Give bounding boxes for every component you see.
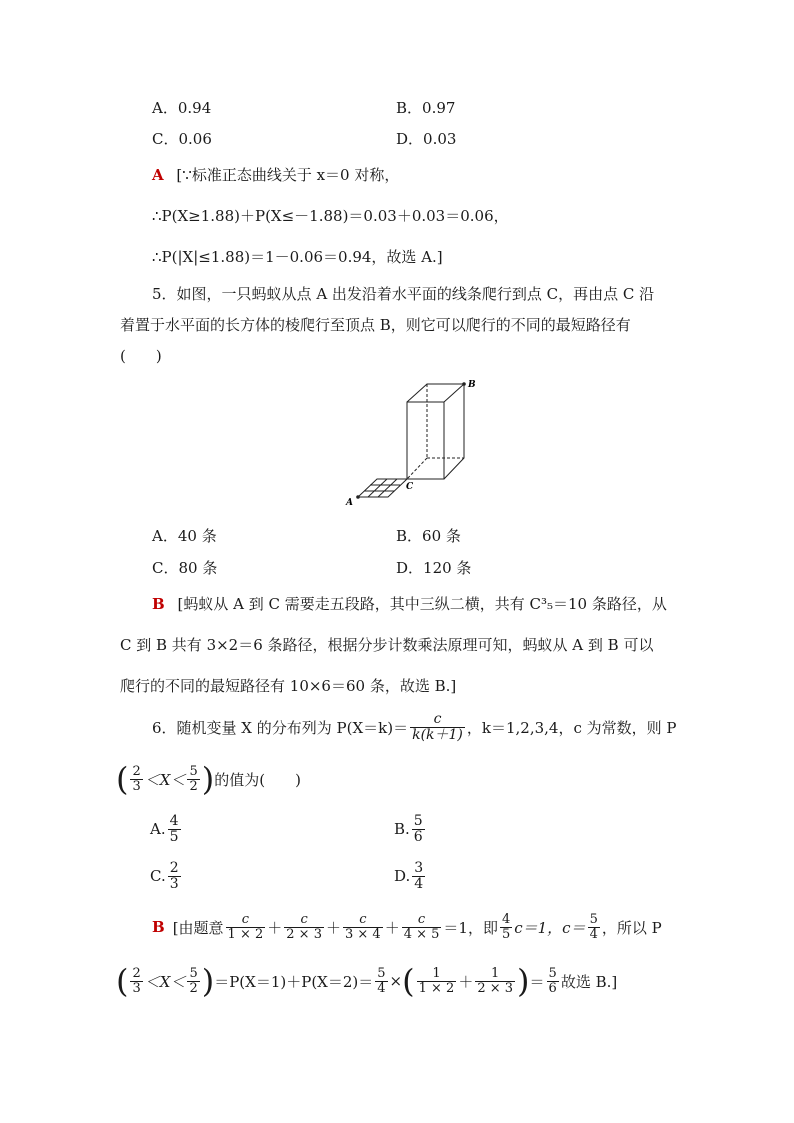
q6-stem-pre: 6．随机变量 X 的分布列为 P(X＝k)＝ [152, 718, 409, 737]
right-paren: ) [201, 962, 215, 1000]
q6-sol2-interval-low [130, 967, 142, 995]
q5-option-b: B．60 条 [396, 527, 461, 545]
q6-option-b-den: 6 [413, 828, 423, 845]
q6-sol-term4 [402, 913, 442, 941]
q5-answer-letter: B [152, 595, 165, 613]
q5-stem-line2: 着置于水平面的长方体的棱爬行至顶点 B，则它可以爬行的不同的最短路径有 [120, 316, 631, 334]
q6-sol2-t2-den: 2 × 3 [477, 980, 514, 996]
q4-solution-text1: [∵标准正态曲线关于 x＝0 对称， [176, 166, 400, 184]
cuboid-hidden-edges [407, 384, 464, 479]
q6-sol-term2 [284, 913, 324, 941]
q6-option-a-den: 5 [169, 828, 179, 845]
q6-option-a-num: 4 [169, 813, 179, 829]
q6-sol-f45-den: 5 [501, 926, 511, 942]
q6-sol-term2-num: c [284, 913, 324, 928]
q6-interval-high-num: 5 [189, 763, 198, 779]
q6-option-d [394, 861, 427, 891]
q4-solution-line1 [152, 164, 399, 185]
q6-sol2-eq: ＝P(X＝1)＋P(X＝2)＝ [214, 972, 374, 991]
q6-sol-term4-den: 4 × 5 [403, 926, 440, 942]
q6-sol-f45-num: 4 [501, 912, 511, 927]
cuboid-right-edge [444, 384, 464, 479]
label-b: B [468, 380, 476, 390]
q6-option-d-den: 4 [414, 875, 424, 892]
floor-grid [358, 479, 407, 497]
q6-sol-eq1: ＝1，即 [443, 918, 498, 937]
plus-sign: ＋ [325, 918, 341, 937]
q5-option-d: D．120 条 [396, 559, 472, 577]
q5-solution-line2: C 到 B 共有 3×2＝6 条路径，根据分步计数乘法原理可知，蚂蚁从 A 到 B 可以 [120, 636, 654, 654]
q5-stem-line3: ( ) [120, 347, 162, 365]
q6-option-d-frac [412, 861, 425, 891]
q6-sol-term3-num: c [343, 913, 383, 928]
q5-stem-line1: 5．如图，一只蚂蚁从点 A 出发沿着水平面的线条爬行到点 C，再由点 C 沿 [152, 285, 655, 303]
q6-interval-low [130, 765, 142, 793]
plus-sign: ＋ [267, 918, 283, 937]
q6-stem-frac-num: c [410, 712, 465, 728]
q4-solution-line3: ∴P(|X|≤1.88)＝1－0.06＝0.94，故选 A.] [152, 248, 443, 266]
q6-sol-f45 [500, 913, 512, 941]
plus-sign: ＋ [458, 972, 474, 991]
q5-solution-line3: 爬行的不同的最短路径有 10×6＝60 条，故选 B.] [120, 677, 457, 695]
q6-sol2-result-den: 6 [548, 980, 557, 996]
q6-sol-f54 [588, 913, 600, 941]
q6-sol2-interval-low-den: 3 [132, 980, 141, 996]
q6-option-c-label: C. [150, 867, 166, 886]
q6-interval-low-den: 3 [132, 778, 141, 794]
q6-interval-mid: ＜X＜ [144, 770, 186, 789]
q6-stem-post: ，k＝1,2,3,4，c 为常数，则 P [466, 718, 677, 737]
q6-sol-suffix: ，所以 P [601, 918, 662, 937]
q6-option-c-num: 2 [169, 860, 179, 876]
q6-sol2-f54 [375, 967, 387, 995]
q6-sol2-f54-num: 5 [377, 965, 386, 981]
q6-option-b [394, 814, 427, 844]
cuboid-top-face [407, 384, 464, 402]
q5-solution-line1 [152, 593, 667, 614]
q6-option-a [150, 814, 183, 844]
point-a [356, 495, 360, 499]
q5-solution-text1: [蚂蚁从 A 到 C 需要走五段路，其中三纵二横，共有 C³₅＝10 条路径，从 [177, 595, 667, 613]
q6-sol-term2-den: 2 × 3 [286, 926, 322, 942]
q6-sol2-t2 [475, 967, 515, 995]
right-paren: ) [201, 760, 215, 798]
q6-sol-term1 [226, 913, 266, 941]
cuboid-figure [340, 375, 480, 510]
label-c: C [406, 482, 414, 492]
q6-sol2-interval-mid: ＜X＜ [144, 972, 186, 991]
q6-interval-low-num: 2 [132, 763, 141, 779]
q5-option-a: A．40 条 [152, 527, 217, 545]
q6-sol2-result-num: 5 [548, 965, 557, 981]
q6-sol-term1-num: c [226, 913, 266, 928]
q6-answer-letter: B [152, 918, 165, 937]
q6-option-a-label: A. [150, 820, 166, 839]
q6-sol-term3 [343, 913, 383, 941]
q6-option-d-label: D. [394, 867, 411, 886]
q6-sol-c-eq: c＝1，c＝ [514, 918, 586, 937]
left-paren: ( [116, 962, 129, 1000]
q6-solution-line2 [116, 962, 618, 1000]
q4-option-a: A．0.94 [152, 99, 212, 117]
q6-sol-f54-den: 4 [589, 926, 598, 942]
q6-option-b-label: B. [394, 820, 410, 839]
q6-interval-high [187, 765, 199, 793]
q6-option-d-num: 3 [414, 860, 424, 876]
q6-option-b-num: 5 [413, 813, 423, 829]
q6-option-a-frac [168, 814, 181, 844]
right-paren: ) [517, 962, 530, 1000]
q6-stem-frac-den: k(k＋1) [412, 726, 463, 743]
q6-sol2-eq2: ＝ [529, 972, 545, 991]
q6-sol2-t1 [417, 967, 457, 995]
q6-sol2-interval-high-num: 5 [189, 965, 198, 981]
q6-sol2-end: 故选 B.] [560, 972, 618, 991]
q6-sol2-t2-num: 1 [475, 967, 515, 982]
q6-solution-line1 [152, 913, 662, 941]
q6-sol-term4-num: c [402, 913, 442, 928]
q4-option-b: B．0.97 [396, 99, 456, 117]
q6-sol-term1-den: 1 × 2 [227, 926, 264, 942]
q6-option-c [150, 861, 183, 891]
label-a: A [346, 498, 353, 508]
times-sign: × [389, 972, 403, 990]
q6-interval-high-den: 2 [189, 778, 198, 794]
q6-option-c-frac [168, 861, 181, 891]
q6-sol2-interval-low-num: 2 [132, 965, 141, 981]
left-paren: ( [116, 760, 129, 798]
plus-sign: ＋ [384, 918, 400, 937]
q5-option-c: C．80 条 [152, 559, 218, 577]
q6-sol2-interval-high-den: 2 [189, 980, 198, 996]
q6-stem-fraction [410, 712, 465, 742]
q6-sol2-t1-num: 1 [417, 967, 457, 982]
cuboid-front-face [407, 402, 444, 479]
q6-stem-line2 [116, 760, 301, 798]
left-paren: ( [402, 962, 415, 1000]
q6-sol-term3-den: 3 × 4 [344, 926, 381, 942]
q6-sol2-t1-den: 1 × 2 [418, 980, 455, 996]
q6-sol-pre: [由题意 [172, 918, 224, 937]
q6-option-b-frac [412, 814, 425, 844]
q4-answer-letter: A [152, 166, 164, 184]
q6-stem-line1 [152, 712, 677, 742]
q4-option-d: D．0.03 [396, 130, 457, 148]
q4-option-c: C．0.06 [152, 130, 212, 148]
q6-sol2-f54-den: 4 [377, 980, 386, 996]
q6-sol2-interval-high [187, 967, 199, 995]
point-b [462, 382, 466, 386]
q6-sol2-result [547, 967, 559, 995]
q4-solution-line2: ∴P(X≥1.88)＋P(X≤－1.88)＝0.03＋0.03＝0.06， [152, 207, 509, 225]
q6-stem-line2-text: 的值为( ) [214, 770, 301, 789]
q6-option-c-den: 3 [169, 875, 179, 892]
q6-sol-f54-num: 5 [589, 912, 598, 927]
